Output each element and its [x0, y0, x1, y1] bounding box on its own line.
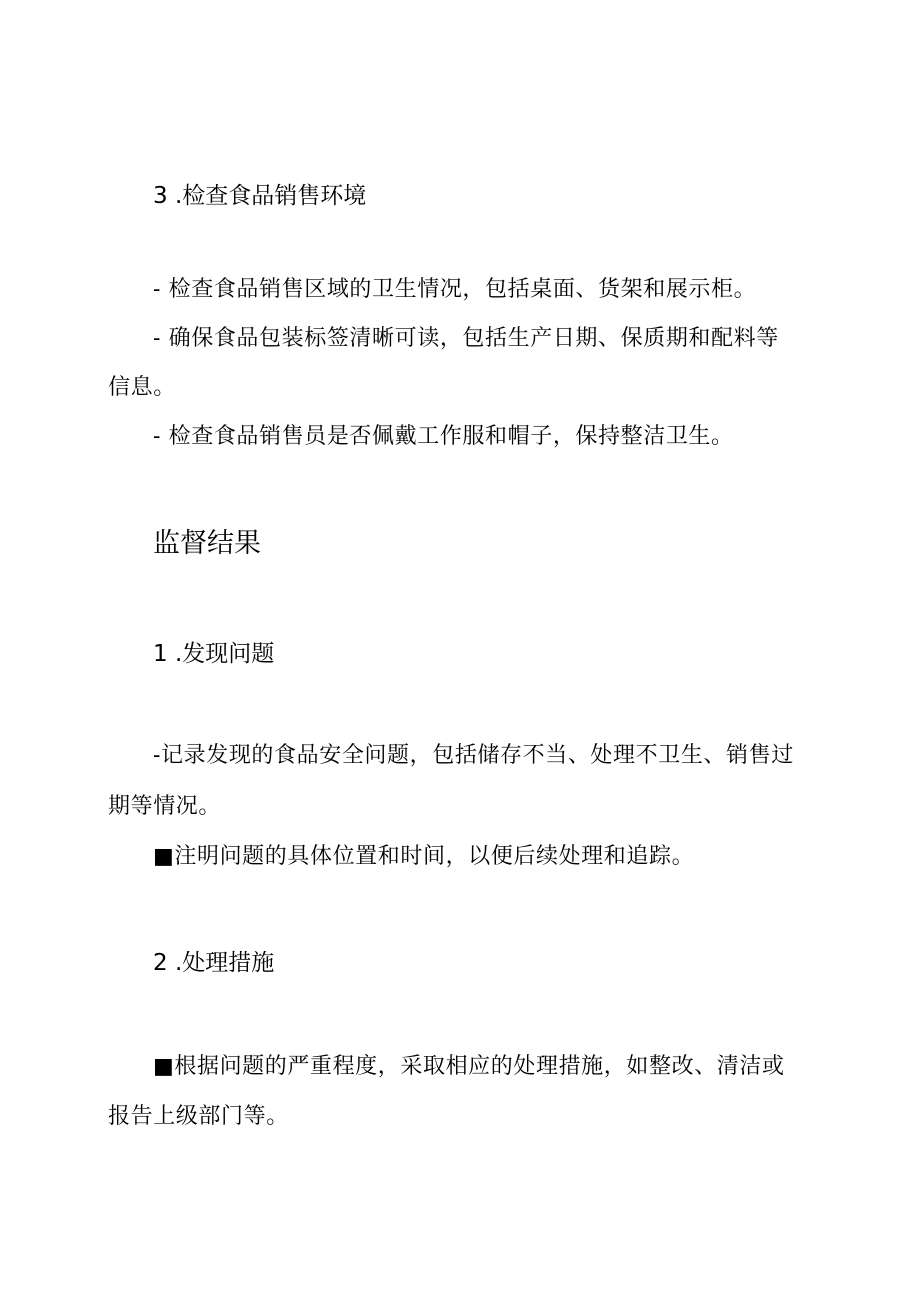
problems-item-2: ■注明问题的具体位置和时间，以便后续处理和追踪。	[153, 844, 695, 869]
results-title: 监督结果	[153, 528, 261, 559]
problems-item-1-line-1: -记录发现的食品安全问题，包括储存不当、处理不卫生、销售过	[153, 743, 794, 768]
section-3-heading: 3 .检查食品销售环境	[153, 183, 367, 209]
section-3-item-2-line-2: 信息。	[108, 375, 176, 400]
section-3-item-2-line-1: - 确保食品包装标签清晰可读，包括生产日期、保质期和配料等	[153, 326, 779, 351]
measures-heading: 2 .处理措施	[153, 950, 275, 976]
section-3-item-1: - 检查食品销售区域的卫生情况，包括桌面、货架和展示柜。	[153, 277, 757, 302]
problems-item-1-line-2: 期等情况。	[108, 794, 222, 819]
measures-item-1-line-2: 报告上级部门等。	[108, 1104, 289, 1129]
section-3-item-3: - 检查食品销售员是否佩戴工作服和帽子，保持整洁卫生。	[153, 424, 734, 449]
measures-item-1-line-1: ■根据问题的严重程度，采取相应的处理措施，如整改、清洁或	[153, 1054, 785, 1079]
problems-heading: 1 .发现问题	[153, 641, 275, 667]
